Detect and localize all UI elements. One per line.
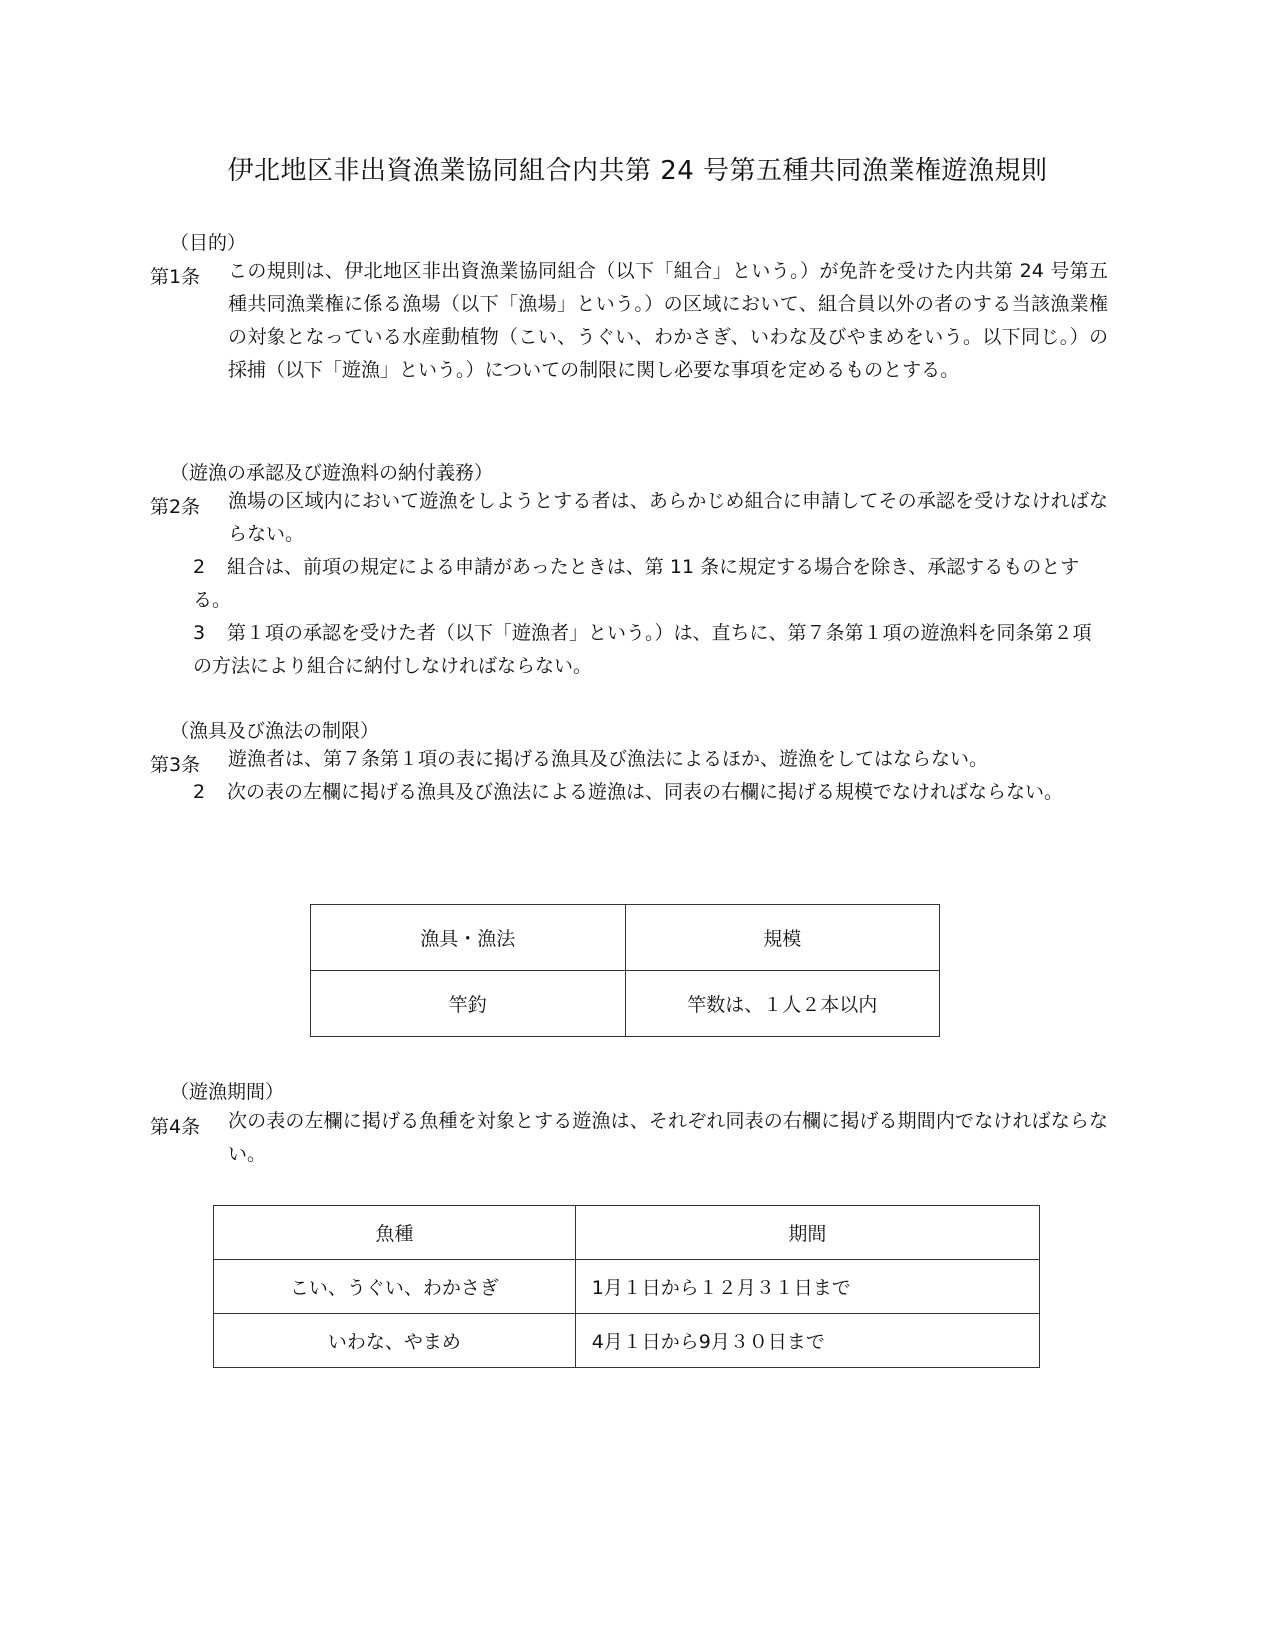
table-row [311,971,940,1037]
paragraph-number: 3 [193,622,206,644]
article-2-label: 第2条 [150,496,201,518]
paragraph-text: 次の表の左欄に掲げる漁具及び漁法による遊漁は、同表の右欄に掲げる規模でなければならない。 [227,781,1064,803]
article-2-heading: （遊漁の承認及び遊漁料の納付義務） [170,462,494,484]
article-1-label: 第1条 [150,266,201,288]
table-cell: こい、うぐい、わかさぎ [214,1260,576,1314]
table-header-cell: 魚種 [214,1206,576,1260]
article-2-paragraph-3 [193,617,1108,683]
paragraph-number: 2 [193,556,206,578]
table-cell: 竿釣 [311,971,626,1037]
gear-scale-table [310,904,940,1037]
article-3-text: 遊漁者は、第７条第１項の表に掲げる漁具及び漁法によるほか、遊漁をしてはならない。 [228,748,989,770]
table-header-row [214,1206,1040,1260]
table-row [214,1314,1040,1368]
article-3-label: 第3条 [150,754,201,776]
table-cell: 竿数は、１人２本以内 [625,971,940,1037]
table-cell: いわな、やまめ [214,1314,576,1368]
article-3-heading: （漁具及び漁法の制限） [170,720,380,742]
table-cell: 1月１日から１２月３１日まで [575,1260,1039,1314]
species-period-table [213,1205,1040,1368]
table-cell: 4月１日から9月３０日まで [575,1314,1039,1368]
article-2-paragraph-2 [193,551,1108,617]
paragraph-text: 第１項の承認を受けた者（以下「遊漁者」という。）は、直ちに、第７条第１項の遊漁料を同条第２項の方法により組合に納付しなければならない。 [193,622,1092,677]
article-1-heading: （目的） [170,232,247,254]
paragraph-number: 2 [193,781,206,803]
table-header-cell: 期間 [575,1206,1039,1260]
document-title: 伊北地区非出資漁業協同組合内共第 24 号第五種共同漁業権遊漁規則 [227,156,1048,186]
article-4-label: 第4条 [150,1116,201,1138]
article-2-text: 漁場の区域内において遊漁をしようとする者は、あらかじめ組合に申請してその承認を受けなければならない。 [228,490,1108,545]
table-header-cell: 規模 [625,905,940,971]
article-1-text: この規則は、伊北地区非出資漁業協同組合（以下「組合」という。）が免許を受けた内共第 24 号第五種共同漁業権に係る漁場（以下「漁場」という。）の区域において、組合員以外の者のする当該漁業権の対象となっている水産動植物（こい、うぐい、わかさぎ、いわな及びやまめをいう。以下同じ。）の採捕（以下「遊漁」という。）についての制限に関し必要な事項を定めるものとする。 [228,260,1108,381]
table-header-row [311,905,940,971]
table-row [214,1260,1040,1314]
article-4-text: 次の表の左欄に掲げる魚種を対象とする遊漁は、それぞれ同表の右欄に掲げる期間内でなければならない。 [228,1110,1108,1165]
table-header-cell: 漁具・漁法 [311,905,626,971]
paragraph-text: 組合は、前項の規定による申請があったときは、第 11 条に規定する場合を除き、承認するものとする。 [193,556,1080,611]
article-4-heading: （遊漁期間） [170,1081,285,1103]
article-3-paragraph-2 [193,776,1108,809]
